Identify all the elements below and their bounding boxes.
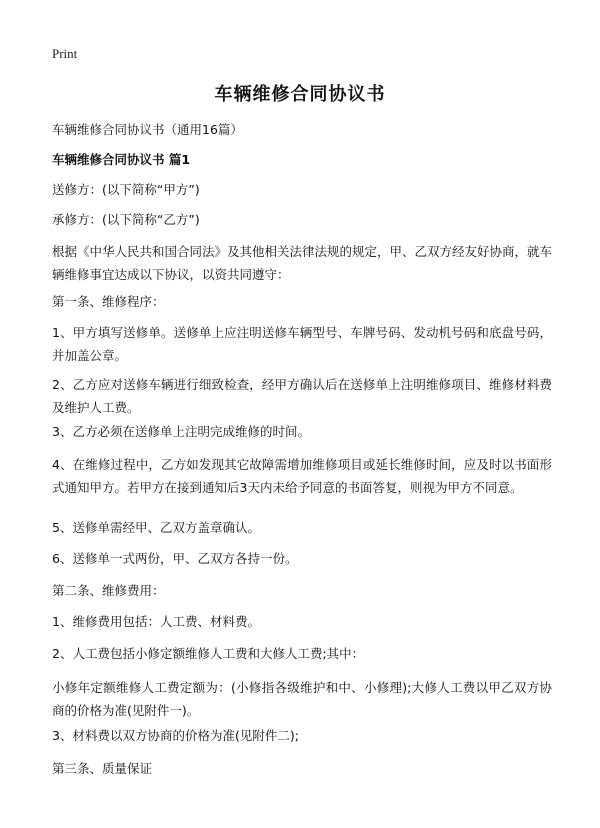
paragraph-preamble: 根据《中华人民共和国合同法》及其他相关法律法规的规定，甲、乙双方经友好协商，就车辆维修事宜达成以下协议，以资共同遵守： [52,244,553,282]
article-1-item-2: 2、乙方应对送修车辆进行细致检查，经甲方确认后在送修单上注明维修项目、维修材料费及维护人工费。 [52,377,552,415]
article-2-item-1: 1、维修费用包括：人工费、材料费。 [52,614,260,629]
article-1-item-5: 5、送修单需经甲、乙双方盖章确认。 [52,520,260,535]
article-1-item-1: 1、甲方填写送修单。送修单上应注明送修车辆型号、车牌号码、发动机号码和底盘号码，并加盖公章。 [52,325,552,363]
paragraph-sender: 送修方：(以下简称“甲方”) [52,182,200,197]
document-title: 车辆维修合同协议书 [214,84,386,105]
section-heading: 车辆维修合同协议书 篇1 [52,152,191,167]
print-link[interactable]: Print [52,46,78,61]
article-1-item-6: 6、送修单一式两份，甲、乙双方各持一份。 [52,551,298,566]
paragraph-repairer: 承修方：(以下简称“乙方”) [52,212,200,227]
article-2-item-3: 3、材料费以双方协商的价格为准(见附件二); [52,728,299,743]
article-1-item-3: 3、乙方必须在送修单上注明完成维修的时间。 [52,424,310,439]
article-2-item-2: 2、人工费包括小修定额维修人工费和大修人工费;其中： [52,646,365,661]
article-3-heading: 第三条、质量保证 [52,761,153,776]
article-2-item-2-detail: 小修年定额维修人工费定额为：(小修指各级维护和中、小修理);大修人工费以甲乙双方协商的价格为准(见附件一)。 [52,680,552,718]
article-1-item-4: 4、在维修过程中，乙方如发现其它故障需增加维修项目或延长维修时间，应及时以书面形式通知甲方。若甲方在接到通知后3天内未给予同意的书面答复，则视为甲方不同意。 [52,457,552,495]
article-2-heading: 第二条、维修费用： [52,583,165,598]
document-subtitle: 车辆维修合同协议书（通用16篇） [52,122,243,137]
article-1-heading: 第一条、维修程序： [52,294,165,309]
